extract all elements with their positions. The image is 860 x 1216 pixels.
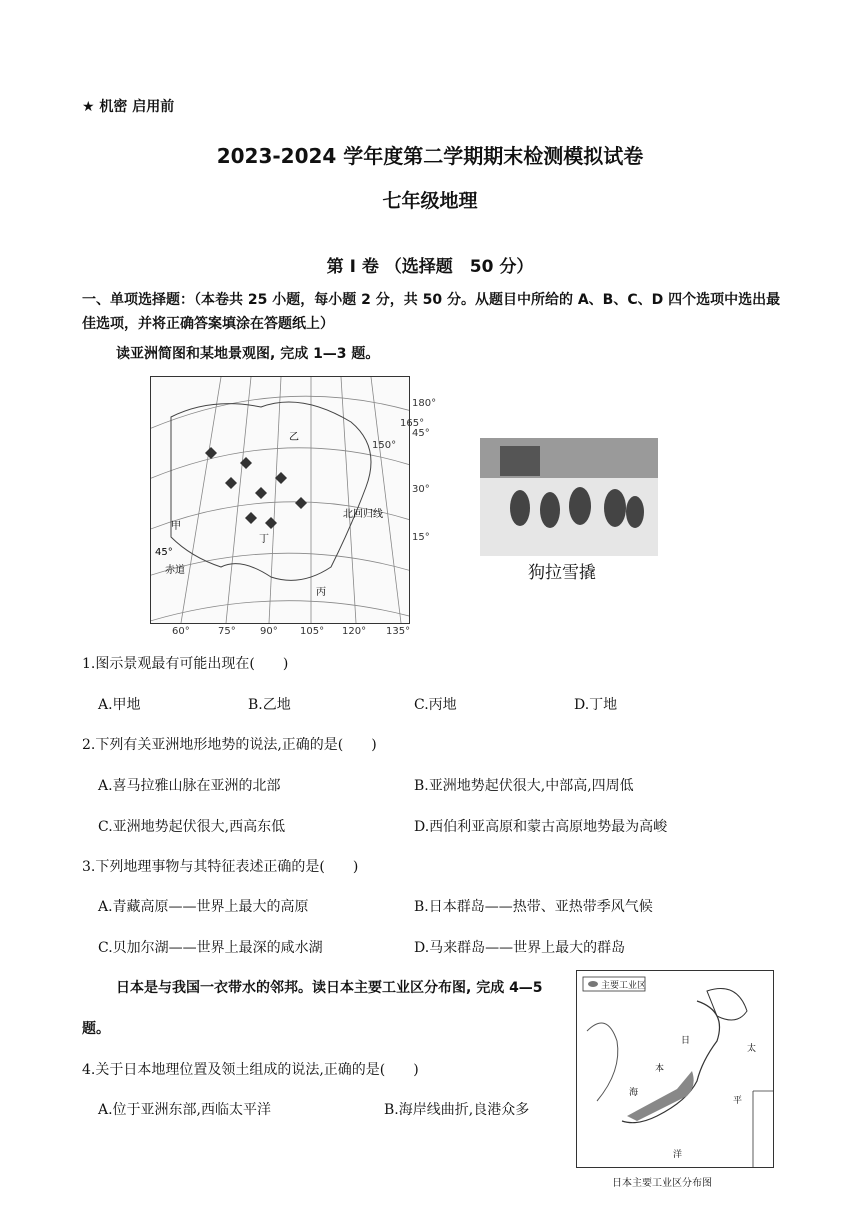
bottom-tick-3: 105° [300,626,325,637]
question-2-stem: 2.下列有关亚洲地形地势的说法,正确的是( ) [82,737,377,753]
q1-option-a: A.甲地 [98,697,141,713]
group2-lead-b: 题。 [82,1021,110,1037]
q2-option-a: A.喜马拉雅山脉在亚洲的北部 [98,778,281,794]
asia-map [150,376,410,624]
q1-option-c: C.丙地 [414,697,457,713]
label-jia: 甲 [171,521,181,532]
japan-map-graphic [577,971,773,1167]
q3-option-d: D.马来群岛——世界上最大的群岛 [414,940,626,956]
bottom-tick-4: 120° [342,626,367,637]
legend-label: 主要工业区 [601,981,647,991]
q2-option-c: C.亚洲地势起伏很大,西高东低 [98,819,286,835]
left-tick-0: 45° [155,547,173,558]
q1-option-b: B.乙地 [248,697,291,713]
label-equator: 赤道 [165,565,185,576]
q2-option-d: D.西伯利亚高原和蒙古高原地势最为高峻 [414,819,668,835]
right-tick-4: 30° [412,484,430,495]
q3-option-c: C.贝加尔湖——世界上最深的咸水湖 [98,940,323,956]
photo-caption: 狗拉雪撬 [528,563,596,583]
q4-option-b: B.海岸线曲折,良港众多 [384,1102,530,1118]
japan-map [576,970,774,1168]
q3-option-b: B.日本群岛——热带、亚热带季风气候 [414,899,653,915]
question-1-stem: 1.图示景观最有可能出现在( ) [82,656,289,672]
label-yi: 乙 [289,432,299,443]
bottom-tick-5: 135° [386,626,411,637]
section-instruction: 一、单项选择题：（本卷共 25 小题，每小题 2 分，共 50 分。从题目中所给的 A、B、C、D 四个选项中选出最佳选项，并将正确答案填涂在答题纸上） [82,292,781,332]
q3-option-a: A.青藏高原——世界上最大的高原 [98,899,309,915]
group2-lead-a: 日本是与我国一衣带水的邻邦。读日本主要工业区分布图, 完成 4—5 [116,980,543,996]
dog-sled-graphic [480,438,658,556]
label-bing: 丙 [316,587,326,598]
question-4-stem: 4.关于日本地理位置及领土组成的说法,正确的是( ) [82,1062,419,1078]
map-label-ben: 本 [655,1064,665,1074]
japan-map-caption: 日本主要工业区分布图 [612,1178,712,1189]
map-label-hai: 海 [629,1088,639,1098]
group1-lead: 读亚洲简图和某地景观图, 完成 1—3 题。 [116,346,380,362]
right-tick-2: 45° [412,428,430,439]
label-tropic: 北回归线 [343,509,383,520]
bottom-tick-1: 75° [218,626,236,637]
q1-option-d: D.丁地 [574,697,618,713]
map-label-yang: 洋 [673,1150,683,1160]
right-tick-3: 150° [372,440,397,451]
exam-title: 2023-2024 学年度第二学期期末检测模拟试卷 [216,144,644,168]
section-title: 第 I 卷 （选择题 50 分） [326,257,534,277]
map-label-ri: 日 [681,1036,691,1046]
bottom-tick-2: 90° [260,626,278,637]
q2-option-b: B.亚洲地势起伏很大,中部高,四周低 [414,778,634,794]
bottom-tick-0: 60° [172,626,190,637]
right-tick-1: 165° [400,418,425,429]
label-ding: 丁 [259,534,269,545]
asia-map-graphic [151,377,409,623]
right-tick-5: 15° [412,532,430,543]
right-tick-0: 180° [412,398,437,409]
map-label-ping: 平 [733,1096,743,1106]
question-3-stem: 3.下列地理事物与其特征表述正确的是( ) [82,859,359,875]
dog-sled-photo [480,438,658,556]
confidential-label: ★ 机密 启用前 [82,99,175,115]
map-label-tai: 太 [747,1044,757,1054]
q4-option-a: A.位于亚洲东部,西临太平洋 [98,1102,272,1118]
exam-subtitle: 七年级地理 [382,190,478,212]
